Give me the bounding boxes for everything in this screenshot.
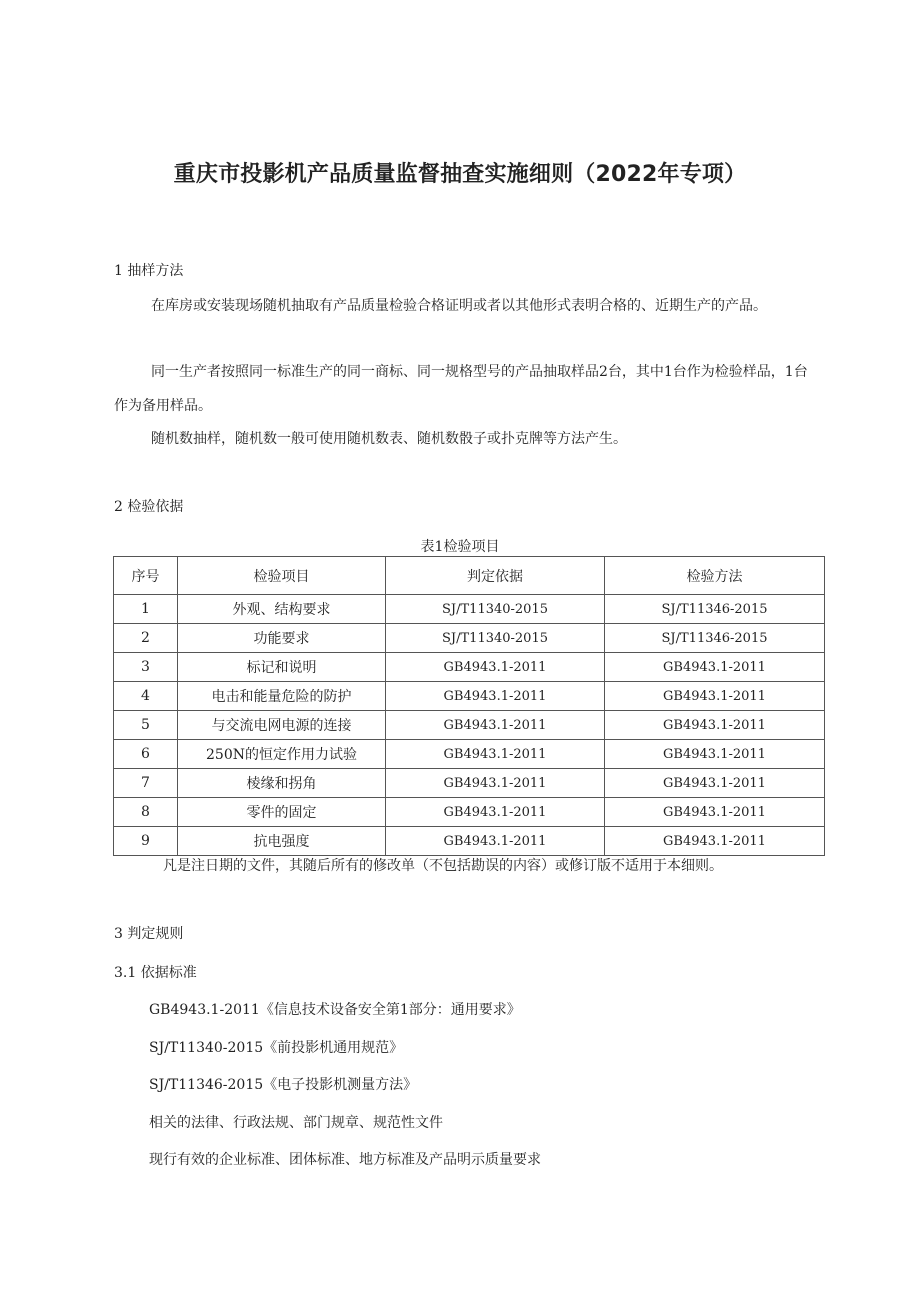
section-3-1-heading: 3.1 依据标准 <box>114 965 197 981</box>
cell-index: 2 <box>114 624 178 653</box>
paragraph-sampling-scope: 在库房或安装现场随机抽取有产品质量检验合格证明或者以其他形式表明合格的、近期生产的产品。 <box>151 298 767 314</box>
cell-index: 3 <box>114 653 178 682</box>
table-row <box>114 711 825 740</box>
paragraph-random-sampling: 随机数抽样，随机数一般可使用随机数表、随机数骰子或扑克牌等方法产生。 <box>151 431 627 447</box>
header-index: 序号 <box>114 557 178 595</box>
table-row <box>114 624 825 653</box>
cell-item: 棱缘和拐角 <box>178 769 386 798</box>
cell-index: 1 <box>114 595 178 624</box>
cell-item: 零件的固定 <box>178 798 386 827</box>
cell-basis: SJ/T11340-2015 <box>386 595 605 624</box>
cell-method: GB4943.1-2011 <box>605 769 825 798</box>
table-row <box>114 769 825 798</box>
cell-method: GB4943.1-2011 <box>605 740 825 769</box>
cell-item: 与交流电网电源的连接 <box>178 711 386 740</box>
table-header-row <box>114 557 825 595</box>
cell-item: 标记和说明 <box>178 653 386 682</box>
cell-index: 5 <box>114 711 178 740</box>
standard-item: 现行有效的企业标准、团体标准、地方标准及产品明示质量要求 <box>149 1152 541 1168</box>
cell-method: GB4943.1-2011 <box>605 653 825 682</box>
table-row <box>114 740 825 769</box>
table-row <box>114 827 825 856</box>
cell-index: 9 <box>114 827 178 856</box>
cell-item: 250N的恒定作用力试验 <box>178 740 386 769</box>
cell-item: 外观、结构要求 <box>178 595 386 624</box>
paragraph-sampling-quantity: 同一生产者按照同一标准生产的同一商标、同一规格型号的产品抽取样品2台，其中1台作为检验样品，1台作为备用样品。 <box>114 364 808 414</box>
cell-item: 抗电强度 <box>178 827 386 856</box>
cell-index: 6 <box>114 740 178 769</box>
cell-method: GB4943.1-2011 <box>605 798 825 827</box>
inspection-items-table <box>113 556 825 856</box>
cell-item: 功能要求 <box>178 624 386 653</box>
page-title: 重庆市投影机产品质量监督抽查实施细则（2022年专项） <box>173 162 747 187</box>
section-2-heading: 2 检验依据 <box>114 499 184 515</box>
cell-index: 4 <box>114 682 178 711</box>
cell-method: GB4943.1-2011 <box>605 711 825 740</box>
cell-method: GB4943.1-2011 <box>605 682 825 711</box>
table-row <box>114 653 825 682</box>
table-row <box>114 682 825 711</box>
cell-method: GB4943.1-2011 <box>605 827 825 856</box>
cell-basis: GB4943.1-2011 <box>386 682 605 711</box>
table-row <box>114 595 825 624</box>
cell-basis: GB4943.1-2011 <box>386 740 605 769</box>
cell-basis: GB4943.1-2011 <box>386 798 605 827</box>
section-3-heading: 3 判定规则 <box>114 926 184 942</box>
standard-item: GB4943.1-2011《信息技术设备安全第1部分：通用要求》 <box>149 1002 521 1018</box>
cell-basis: SJ/T11340-2015 <box>386 624 605 653</box>
standard-item: 相关的法律、行政法规、部门规章、规范性文件 <box>149 1115 443 1131</box>
table-caption: 表1检验项目 <box>420 539 500 555</box>
cell-index: 8 <box>114 798 178 827</box>
table-note: 凡是注日期的文件，其随后所有的修改单（不包括勘误的内容）或修订版不适用于本细则。 <box>163 858 723 874</box>
cell-method: SJ/T11346-2015 <box>605 595 825 624</box>
standard-item: SJ/T11346-2015《电子投影机测量方法》 <box>149 1077 418 1093</box>
table-row <box>114 798 825 827</box>
header-basis: 判定依据 <box>386 557 605 595</box>
cell-method: SJ/T11346-2015 <box>605 624 825 653</box>
section-1-heading: 1 抽样方法 <box>114 263 184 279</box>
header-item: 检验项目 <box>178 557 386 595</box>
cell-basis: GB4943.1-2011 <box>386 827 605 856</box>
cell-item: 电击和能量危险的防护 <box>178 682 386 711</box>
cell-basis: GB4943.1-2011 <box>386 769 605 798</box>
header-method: 检验方法 <box>605 557 825 595</box>
standard-item: SJ/T11340-2015《前投影机通用规范》 <box>149 1040 404 1056</box>
cell-basis: GB4943.1-2011 <box>386 653 605 682</box>
cell-basis: GB4943.1-2011 <box>386 711 605 740</box>
cell-index: 7 <box>114 769 178 798</box>
